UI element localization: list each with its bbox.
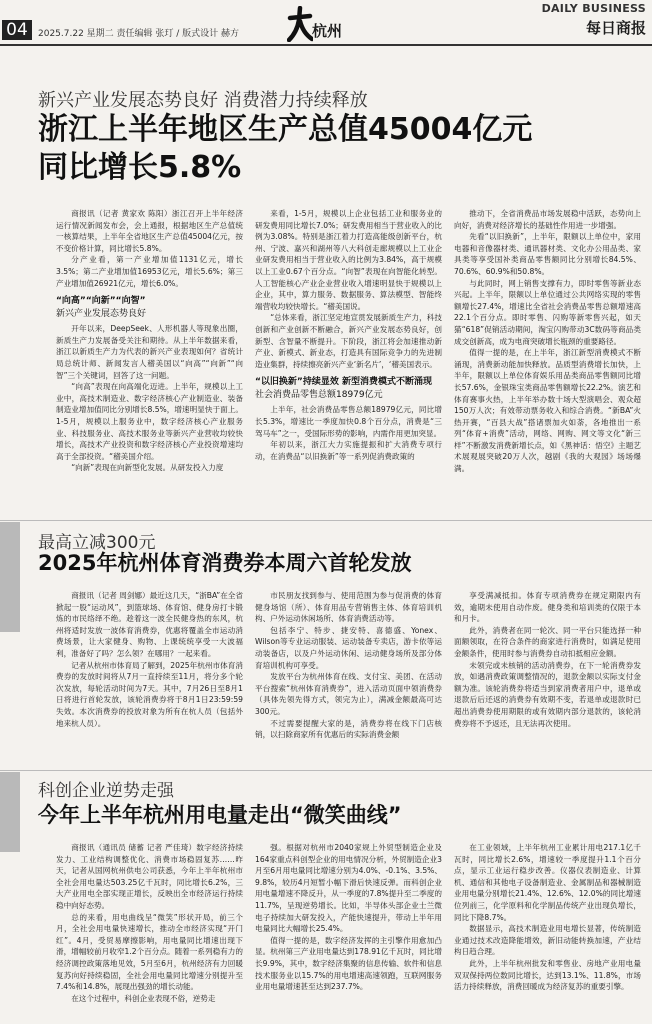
paragraph: 值得一提的是，在上半年，浙江新型消费模式不断涌现，消费新动能加快释放。品质型消费增长加快，上半年，限额以上单位体育娱乐用品类商品零售额同比增长57.6%，金银珠宝类商品零售额增长22.2%。演艺和体育赛事火热，上半年举办数十场大型演唱会、观众超150万人次；有效带动票务收入和综合消费。“新BA”火热开赛，“百县大战”搭诸票加火如荼，各地推出一系列“体育+消费”活动，网络、网购、网文等文化“新三样”不断激发消费新增长点，如《黑神话：悟空》主题艺术展观展突破20万人次，越剧《我的大观园》场场爆满。 bbox=[454, 348, 641, 474]
article3-body bbox=[56, 842, 642, 1020]
paragraph: 包括李宁、特步、捷安特、喜德盛、Yonex、Wilson等专业运动服装、运动装备专卖店，游卡依等运动装备店，以及户外运动休闲、运动健身场所及部分体育培训机构可享受。 bbox=[255, 625, 442, 670]
article2-kicker: 最高立减300元 bbox=[38, 533, 156, 553]
article1-body bbox=[56, 208, 642, 510]
paragraph: 上半年，社会消费品零售总额18979亿元，同比增长5.3%，增速比一季度加快0.8个百分点，消费是“三驾马车”之一，受国际形势的影响，内需作用更加突显。 bbox=[255, 405, 442, 438]
article3-title: 今年上半年杭州用电量走出“微笑曲线” bbox=[38, 803, 402, 827]
article2-column-1 bbox=[56, 590, 243, 762]
paragraph: 与此同时，网上销售支撑有力，即时零售等新业态兴起。上半年，限额以上单位通过公共网络实现的零售额增长27.4%，增速比全省社会消费品零售总额增速高22.1个百分点。即时零售、闪购等新零售兴起，如天猫“618”促销活动期间，淘宝闪购带动3C数码等商品类成交创新高，成为电商突破增长瓶颈的重要路径。 bbox=[454, 278, 641, 346]
decorative-bar bbox=[0, 772, 20, 852]
article1-subhead-1: “向高”“向新”“向智” 新兴产业发展态势良好 bbox=[56, 296, 147, 320]
paragraph: 来看，1-5月，规模以上企业包括工业和服务业的研发费用同比增长7.0%；研发费用相当于营业收入的比例为3.08%。特别是浙江着力打造高能级创新平台，杭州、宁波、嘉兴和湖州等八大科创走廊规模以上工业企业研发费用相当于营业收入的比例为3.84%，高于规模以上工业0.67个百分点。“向智”表现在向智能化转型。人工智能核心产业企业营业收入增速明显快于规模以上企业，其中，算力服务、数据服务、算法模型、智能终端营收均较快增长。“稽美国说。 bbox=[255, 209, 442, 311]
article2-body bbox=[56, 590, 642, 762]
issue-meta: 2025.7.22 星期二 责任编辑 张玎 / 版式设计 赫方 bbox=[38, 29, 240, 39]
paragraph: 商报讯（记者 周剑娜）最近这几天，“浙BA”在全省掀起一股“运动风”，到篮球场、体育馆、健身房打卡锻炼的市民络绎不绝。趁着这一波全民健身热的东风，杭州将适时发放一波体育消费券，优惠将覆盖全市运动消费场景，让大家健身、购物、上课统统享受一大波福利，准备好了吗？怎么领？在哪用？一起来看。 bbox=[56, 591, 243, 658]
article3-column-2 bbox=[255, 842, 442, 1020]
article3-kicker: 科创企业逆势走强 bbox=[38, 781, 174, 801]
section-divider bbox=[0, 770, 652, 771]
paragraph: “向新”表现在向新型化发展。从研发投入力度 bbox=[71, 463, 224, 473]
paragraph: 在这个过程中，科创企业表现不俗，逆势走 bbox=[71, 993, 216, 1003]
article1-column-3 bbox=[454, 208, 641, 510]
paragraph: 数据显示，高技术制造业用电增长显著，传统制造业通过技术改造降能增效，新旧动能转换加速，产业结构日趋合理。 bbox=[454, 924, 641, 957]
paragraph: 值得一提的是，数字经济发挥的主引擎作用愈加凸显。杭州第三产业用电量达到178.91亿千瓦时，同比增长9.9%，其中，数字经济集聚的信息传输、软件和信息技术服务业以15.7%的用电增速高速领跑，互联网服务业用电量增速甚至达到237.7%。 bbox=[255, 935, 442, 992]
article1-title-line1: 浙江上半年地区生产总值45004亿元 bbox=[38, 112, 533, 147]
paragraph: 商报讯（记者 黄家欢 陈阳）浙江召开上半年经济运行情况新闻发布会，会上通报，根据地区生产总值统一核算结果，上半年全省地区生产总值45004亿元，按不变价格计算，同比增长5.8%。 bbox=[56, 209, 243, 253]
paragraph: 总的来看，用电曲线呈“微笑”形状开局，前三个月，全社会用电量快速增长，推动全市经济实现“开门红”。4月，受贸易摩擦影响，用电量同比增速出现下滑，增幅较前月收窄1.2个百分点。随着一系列稳有力的经济调控政策落地见效，5月至6月，杭州经济有力回暖复苏向好持续稳固，全社会用电量同比增速分别提升至7.4%和14.8%，展现出强劲的增长动能。 bbox=[56, 912, 243, 992]
article1-kicker: 新兴产业发展态势良好 消费潜力持续释放 bbox=[38, 90, 368, 111]
paper-name-en: DAILY BUSINESS bbox=[541, 2, 646, 15]
big-character-logo-icon bbox=[287, 6, 313, 42]
paragraph: 未领完或未核销的活动消费券，在下一轮消费券发放，如遇消费政策调整情况的，退款金额以实际支付金额为准。该轮消费券将适当到家消费者用户中，退单或退款后后还返的消费券有效期不变，若退单或退款时已超出消费券使用期限的或有效期内部分退款的，该轮消费券将不予返还，且无法再次使用。 bbox=[454, 660, 641, 728]
paper-name-cn: 每日商报 bbox=[585, 19, 646, 37]
paragraph: 在工业领域，上半年杭州工业累计用电217.1亿千瓦时，同比增长2.6%，增速较一季度提升1.1个百分点，显示工业运行稳步改善。仪器仪表制造业、计算机、通信和其他电子设备制造业、金属制品和器械制造业用电量分别增长21.4%、12.6%、12.0%的同比增速位列前三，化学原料和化学制品传统产业出现负增长，同比下降8.7%。 bbox=[454, 843, 641, 922]
article1-title-line2: 同比增长5.8% bbox=[38, 150, 242, 185]
article1-column-1 bbox=[56, 208, 243, 510]
paragraph: 先看“以旧换新”，上半年，限额以上单位中，家用电器和音像器材类、通讯器材类、文化办公用品类、家具类等享受国补类商品零售额同比分别增长84.5%、70.6%、60.9%和50.8%。 bbox=[454, 232, 641, 276]
paragraph: 强。根据对杭州市2040家规上外贸型制造企业及164家重点科创型企业的用电情况分析，外贸制造企业3月至6月用电量同比增速分别为4.0%、-0.1%、3.5%、9.8%，较历4月短暂小幅下滑后快速反弹。而科创企业用电量增速不降反升，从一季度的7.8%提升至二季度的11.7%，呈现逆势增长。比如，半导体头部企业士兰微电子持续加大研发投入，产能快速提升，带动上半年用电量同比大幅增长25.4%。 bbox=[255, 843, 442, 934]
article1-subhead-2: “以旧换新”持续显效 新型消费模式不断涌现 社会消费品零售总额18979亿元 bbox=[255, 377, 432, 401]
paragraph: 年初以来，浙江大力实施提振和扩大消费专项行动，在消费品“以旧换新”等一系列促消费政策的 bbox=[255, 440, 442, 461]
paragraph: 市民朋友找到参与、使用范围为参与促消费的体育健身场馆（所）、体育用品专营销售主体、体育培训机构、户外运动休闲场所、体育消费活动等。 bbox=[255, 591, 442, 624]
page-header bbox=[0, 0, 652, 46]
paragraph: 商报讯（通讯员 储蓄 记者 严佳琦）数字经济持续发力、工业结构调整优化、消费市场稳固复苏……昨天，记者从国网杭州供电公司获悉，今年上半年杭州市全社会用电量达503.25亿千瓦时，同比增长6.2%，三大产业用电全部实现正增长，反映出全市经济运行持续稳中向好态势。 bbox=[56, 843, 243, 910]
paragraph: 享受满减抵扣。体育专项消费券在规定期限内有效，逾期未使用自动作废。健身类和培训类的仅限于本和月卡。 bbox=[454, 591, 641, 624]
article3-column-3 bbox=[454, 842, 641, 1020]
section-city: 杭州 bbox=[312, 22, 343, 40]
paragraph: 此外，消费者在同一轮次、同一平台只能选择一种面额领取，在符合条件的商家进行消费时，如满足使用金额条件，使用时参与消费券自动扣抵相应金额。 bbox=[454, 625, 641, 658]
paragraph: 记者从杭州市体育局了解到，2025年杭州市体育消费券的发放时间将从7月一直持续至11月，将分多个轮次发放，每轮活动时间为7天。其中，7月26日至8月1日将进行首轮发放，该轮消费券将于8月1日23:59:59失效。本次消费券的投放对象为所有在杭人员（包括外地来杭人员）。 bbox=[56, 660, 243, 728]
paragraph: “向高”表现在向高端化迈进。上半年，规模以上工业中，高技术制造业、数字经济核心产业制造业、装备制造业增加值同比分别增长8.5%，增速明显快于面上。1-5月，规模以上服务业中，数字经济核心产业服务业、科技服务业、高技术服务业等新兴产业营收均较快增长，高技术产业投资和数字经济核心产业投资增速均高于全部投资。“稽美国介绍。 bbox=[56, 382, 243, 461]
article2-column-2 bbox=[255, 590, 442, 762]
article1-column-2 bbox=[255, 208, 442, 510]
paragraph: 推动下，全省消费品市场发展稳中活跃，态势向上向好，消费对经济增长的基础性作用进一步增强。 bbox=[454, 209, 641, 230]
page-number: 04 bbox=[2, 20, 32, 40]
header-rule bbox=[0, 44, 652, 46]
paragraph: “总体来看，浙江坚定地宣贯发展新质生产力，科技创新和产业创新不断融合，新兴产业发展态势良好，创新型、含智量不断提升。下阶段，浙江将会加速推动新产业、新模式、新业态，打造具有国际竞争力的先进制造业集群，持续擦亮新兴产业‘新名片’，‘稽美国表示。 bbox=[255, 313, 442, 369]
paragraph: 分产业看，第一产业增加值1131亿元，增长3.5%；第二产业增加值16953亿元，增长5.6%；第三产业增加值26921亿元，增长6.0%。 bbox=[56, 255, 243, 288]
decorative-bar bbox=[0, 522, 20, 632]
paragraph: 不过需要提醒大家的是，消费券将在线下门店核销，以扫除商家所有优惠后的实际消费金额 bbox=[255, 718, 442, 740]
article2-title: 2025年杭州体育消费券本周六首轮发放 bbox=[38, 551, 412, 575]
section-divider bbox=[0, 520, 652, 521]
paragraph: 此外，上半年杭州批发和零售业、房地产业用电量双双保持两位数同比增长，达到13.1%、11.8%，市场活力持续释放，消费回暖成为经济复苏的重要引擎。 bbox=[454, 958, 641, 992]
paragraph: 发放平台为杭州体育在线、支付宝、美团、在活动平台搜索“杭州体育消费券”，进入活动页面中领消费券（具体先领先得方式，领完为止），满减金额最高可达300元。 bbox=[255, 672, 442, 716]
article2-column-3 bbox=[454, 590, 641, 762]
paragraph: 开年以来，DeepSeek、人形机器人等现象出圈，新质生产力发展备受关注和期待。从上半年数据来看，浙江以新质生产力为代表的新兴产业表现如何？省统计局总统计师、新闻发言人稽美国以“向高”“向新”“向智”三个关键词，回答了这一问题。 bbox=[56, 324, 243, 380]
article3-column-1 bbox=[56, 842, 243, 1020]
